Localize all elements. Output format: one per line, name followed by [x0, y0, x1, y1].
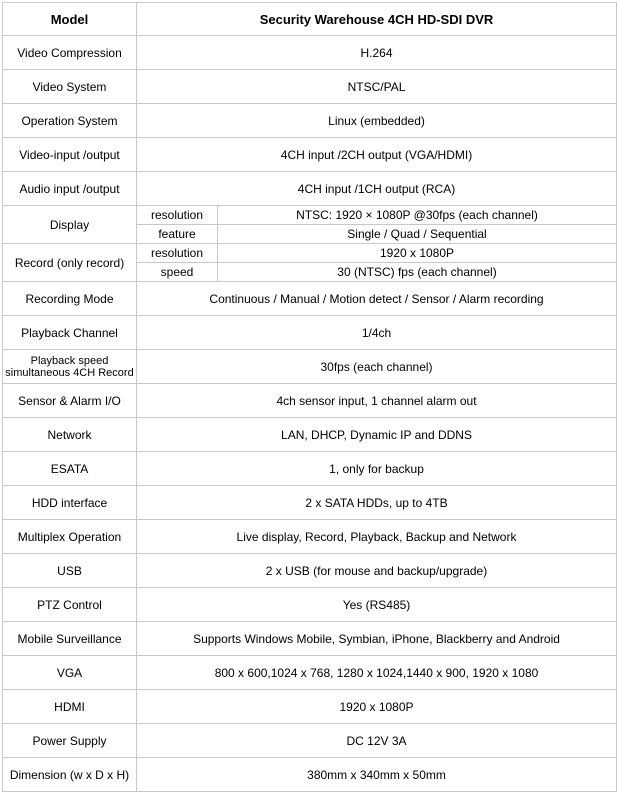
spec-label: PTZ Control	[3, 588, 137, 622]
spec-value: 1/4ch	[137, 316, 617, 350]
table-row	[3, 690, 617, 724]
spec-value: 4ch sensor input, 1 channel alarm out	[137, 384, 617, 418]
spec-table	[2, 2, 617, 792]
spec-label: Recording Mode	[3, 282, 137, 316]
spec-label: Power Supply	[3, 724, 137, 758]
table-row	[3, 244, 617, 263]
spec-value: Continuous / Manual / Motion detect / Sensor / Alarm recording	[137, 282, 617, 316]
spec-value: H.264	[137, 36, 617, 70]
spec-label: Sensor & Alarm I/O	[3, 384, 137, 418]
spec-value: DC 12V 3A	[137, 724, 617, 758]
playback-speed-label-line1: Playback speed	[30, 354, 109, 367]
table-row	[3, 588, 617, 622]
table-row	[3, 316, 617, 350]
spec-value: 4CH input /1CH output (RCA)	[137, 172, 617, 206]
display-sublabel-feature: feature	[137, 225, 218, 244]
record-value-speed: 30 (NTSC) fps (each channel)	[218, 263, 617, 282]
display-sublabel-resolution: resolution	[137, 206, 218, 225]
spec-value: LAN, DHCP, Dynamic IP and DDNS	[137, 418, 617, 452]
table-row	[3, 724, 617, 758]
spec-value: 30fps (each channel)	[137, 350, 617, 384]
record-sublabel-resolution: resolution	[137, 244, 218, 263]
spec-label: Dimension (w x D x H)	[3, 758, 137, 792]
table-row	[3, 282, 617, 316]
spec-label: Mobile Surveillance	[3, 622, 137, 656]
spec-label: Video Compression	[3, 36, 137, 70]
spec-label: VGA	[3, 656, 137, 690]
header-label: Model	[3, 3, 137, 36]
record-label: Record (only record)	[3, 244, 137, 282]
display-label: Display	[3, 206, 137, 244]
spec-value: NTSC/PAL	[137, 70, 617, 104]
table-row	[3, 452, 617, 486]
spec-value: Live display, Record, Playback, Backup and Network	[137, 520, 617, 554]
spec-value: 1920 x 1080P	[137, 690, 617, 724]
spec-label: Network	[3, 418, 137, 452]
spec-value: Yes (RS485)	[137, 588, 617, 622]
display-value-resolution: NTSC: 1920 × 1080P @30fps (each channel)	[218, 206, 617, 225]
playback-speed-label	[3, 350, 137, 384]
table-row	[3, 758, 617, 792]
spec-label: Operation System	[3, 104, 137, 138]
table-row	[3, 622, 617, 656]
table-row	[3, 486, 617, 520]
table-row	[3, 384, 617, 418]
record-value-resolution: 1920 x 1080P	[218, 244, 617, 263]
spec-label: Audio input /output	[3, 172, 137, 206]
spec-label: ESATA	[3, 452, 137, 486]
spec-value: 4CH input /2CH output (VGA/HDMI)	[137, 138, 617, 172]
spec-label: HDD interface	[3, 486, 137, 520]
spec-label: HDMI	[3, 690, 137, 724]
spec-value: 800 x 600,1024 x 768, 1280 x 1024,1440 x 900, 1920 x 1080	[137, 656, 617, 690]
spec-value: 2 x SATA HDDs, up to 4TB	[137, 486, 617, 520]
table-row	[3, 104, 617, 138]
table-row	[3, 554, 617, 588]
table-row	[3, 206, 617, 225]
spec-value: 380mm x 340mm x 50mm	[137, 758, 617, 792]
table-header-row	[3, 3, 617, 36]
spec-value: 1, only for backup	[137, 452, 617, 486]
record-sublabel-speed: speed	[137, 263, 218, 282]
spec-value: Supports Windows Mobile, Symbian, iPhone, Blackberry and Android	[137, 622, 617, 656]
spec-label: USB	[3, 554, 137, 588]
table-row	[3, 138, 617, 172]
spec-label: Playback Channel	[3, 316, 137, 350]
table-row	[3, 418, 617, 452]
spec-label: Video System	[3, 70, 137, 104]
table-row	[3, 520, 617, 554]
table-row	[3, 70, 617, 104]
table-row	[3, 350, 617, 384]
table-row	[3, 656, 617, 690]
spec-value: 2 x USB (for mouse and backup/upgrade)	[137, 554, 617, 588]
playback-speed-label-line2: simultaneous 4CH Record	[5, 366, 134, 379]
spec-label: Multiplex Operation	[3, 520, 137, 554]
spec-label: Video-input /output	[3, 138, 137, 172]
spec-value: Linux (embedded)	[137, 104, 617, 138]
table-row	[3, 172, 617, 206]
display-value-feature: Single / Quad / Sequential	[218, 225, 617, 244]
header-value: Security Warehouse 4CH HD-SDI DVR	[137, 3, 617, 36]
table-row	[3, 36, 617, 70]
